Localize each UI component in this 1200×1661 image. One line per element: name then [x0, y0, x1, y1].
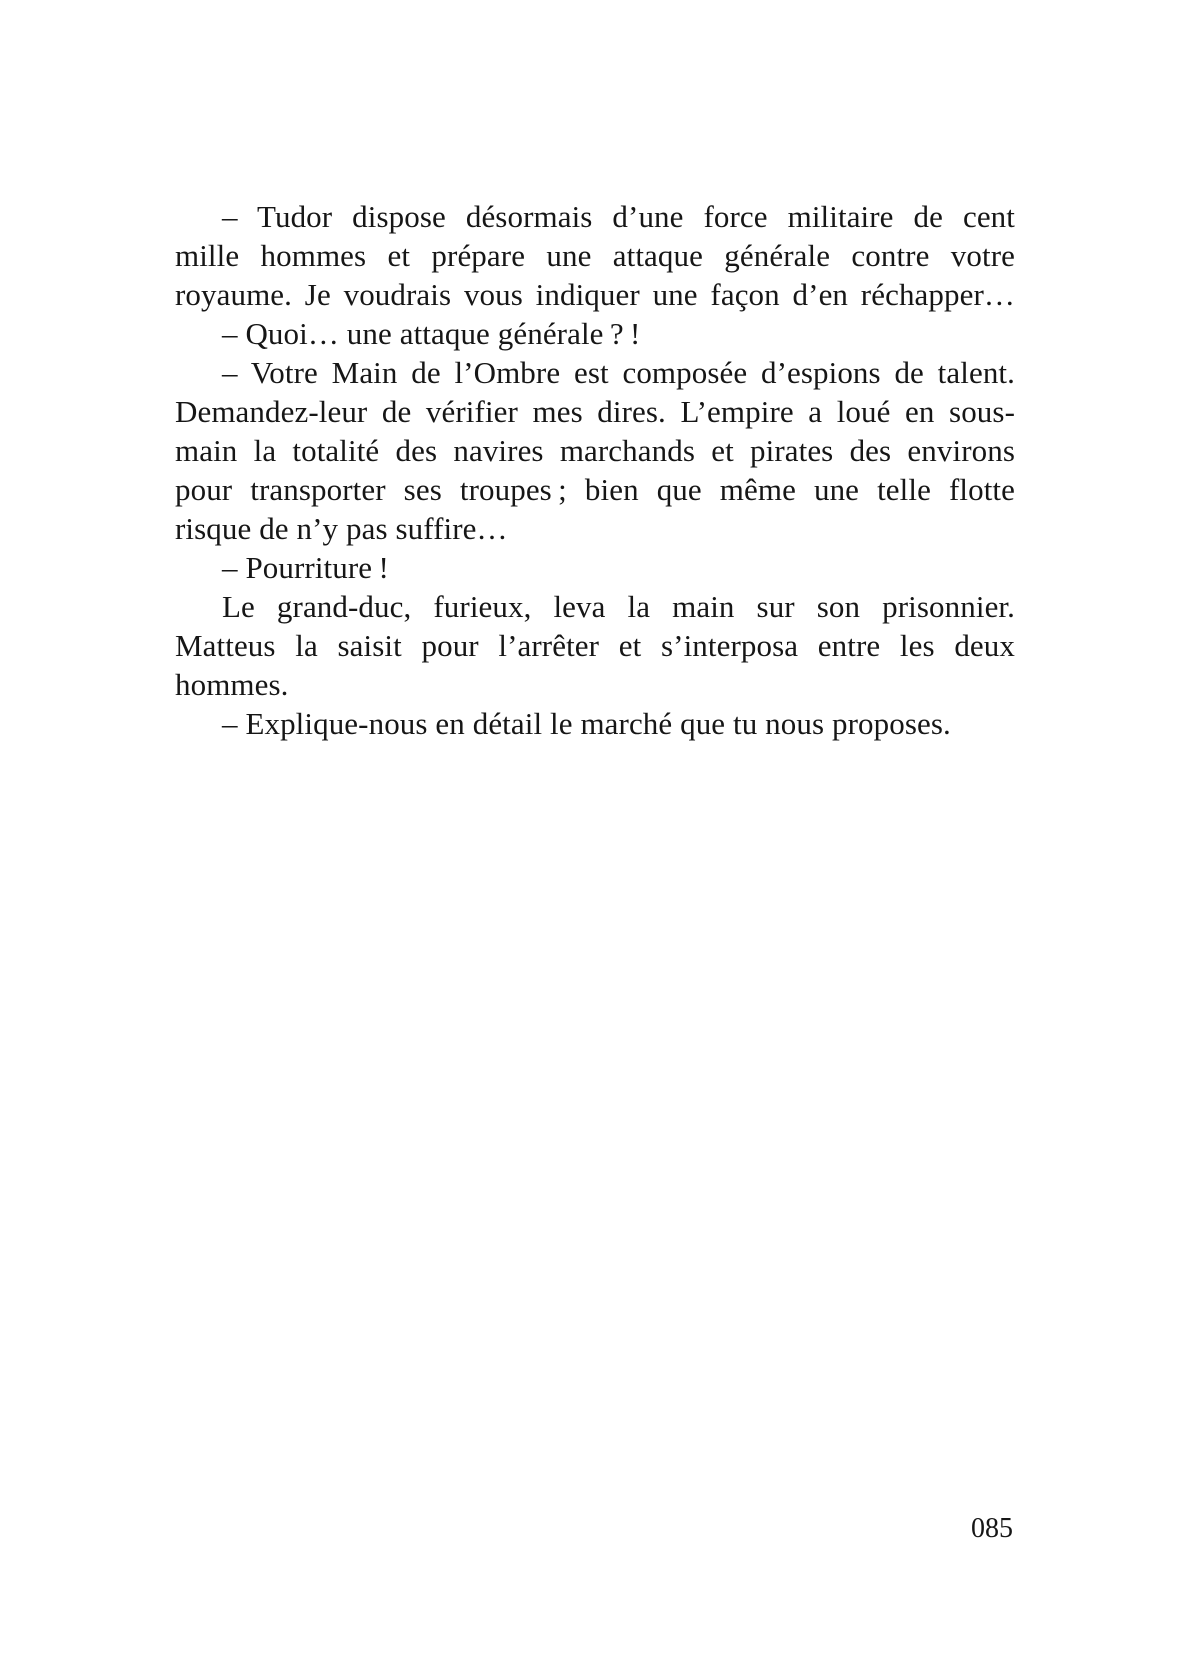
paragraph	[175, 704, 1015, 743]
text-line: mille hommes et prépare une attaque générale contre votre	[175, 238, 1015, 273]
paragraph	[175, 353, 1015, 548]
text-block	[175, 197, 1015, 743]
paragraph	[175, 548, 1015, 587]
paragraph	[175, 587, 1015, 704]
text-line: main la totalité des navires marchands et pirates des environs	[175, 433, 1015, 468]
text-line: – Tudor dispose désormais d’une force militaire de cent	[222, 199, 1015, 234]
text-line: hommes.	[175, 667, 289, 702]
text-line: Demandez-leur de vérifier mes dires. L’empire a loué en sous-	[175, 394, 1015, 429]
text-line: Le grand-duc, furieux, leva la main sur son prisonnier.	[222, 589, 1015, 624]
text-line: – Votre Main de l’Ombre est composée d’espions de talent.	[222, 355, 1015, 390]
text-line: royaume. Je voudrais vous indiquer une façon d’en réchapper…	[175, 277, 1015, 312]
text-line: – Pourriture !	[222, 550, 389, 585]
text-line: risque de n’y pas suffire…	[175, 511, 508, 546]
text-line: Matteus la saisit pour l’arrêter et s’interposa entre les deux	[175, 628, 1015, 663]
text-line: – Explique-nous en détail le marché que tu nous proposes.	[222, 706, 951, 741]
text-line: – Quoi… une attaque générale ? !	[222, 316, 641, 351]
text-line: pour transporter ses troupes ; bien que même une telle flotte	[175, 472, 1015, 507]
paragraph	[175, 197, 1015, 314]
paragraph	[175, 314, 1015, 353]
page-number: 085	[971, 1513, 1013, 1544]
